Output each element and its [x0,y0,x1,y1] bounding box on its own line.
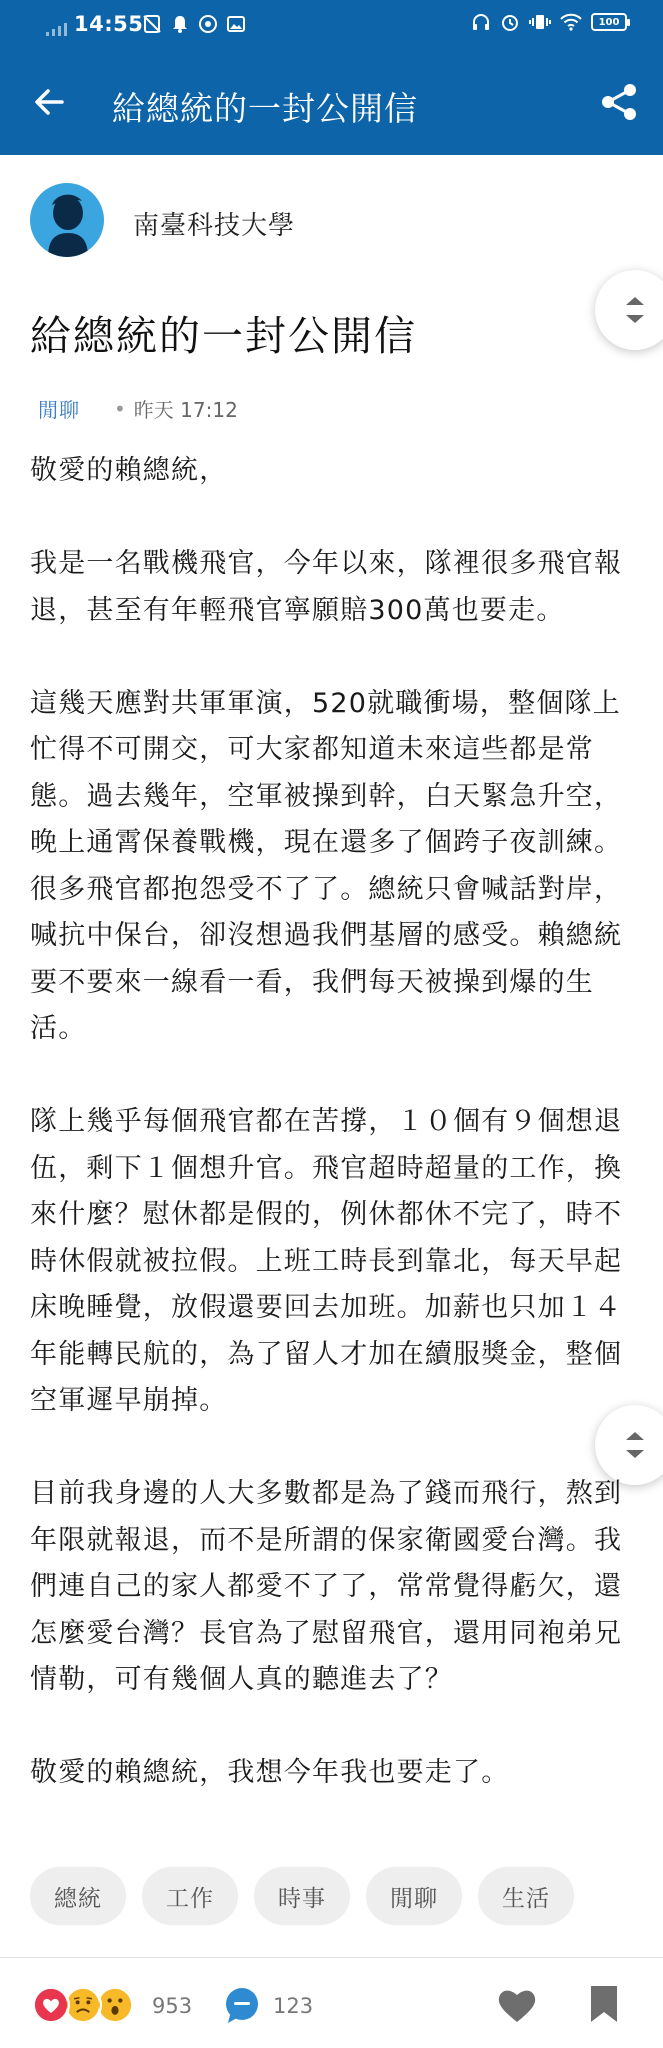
tag-chip[interactable]: 生活 [478,1867,574,1925]
app-bar-title: 給總統的一封公開信 [112,89,418,128]
post-timestamp: 昨天 17:12 [133,398,238,422]
media-icon [198,14,218,34]
wifi-icon [560,13,582,31]
tag-list [30,1867,574,1925]
action-bar [0,1958,663,2048]
author-avatar[interactable] [30,183,104,257]
reaction-summary[interactable] [32,1986,128,2024]
share-icon[interactable] [597,80,641,124]
tag-chip[interactable]: 時事 [254,1867,350,1925]
post-paragraph: 隊上幾乎每個飛官都在苦撐，１０個有９個想退伍，剩下１個想升官。飛官超時超量的工作，換來什麼？慰休都是假的，例休都休不完了，時不時休假就被拉假。上班工時長到靠北，每天早起床晚睡覺，放假還要回去加班。加薪也只加１４年能轉民航的，為了留人才加在續服獎金，整個空軍遲早崩掉。 [30,1106,623,1416]
heart-reaction-icon [32,1986,70,2024]
tag-chip[interactable]: 總統 [30,1867,126,1925]
silent-mode-icon [142,14,162,34]
gallery-icon [226,14,246,34]
like-heart-icon[interactable] [496,1986,538,2024]
signal-icon [46,22,67,36]
tag-chip[interactable]: 閒聊 [366,1867,462,1925]
headphones-icon [471,12,491,32]
status-bar [0,0,663,50]
notification-bell-icon [170,14,190,34]
scroll-control-button[interactable] [595,270,663,350]
board-link[interactable]: 閒聊 [38,398,80,422]
post-title: 給總統的一封公開信 [30,312,417,360]
comment-bubble-icon[interactable] [222,1985,262,2025]
post-paragraph: 我是一名戰機飛官，今年以來，隊裡很多飛官報退，甚至有年輕飛官寧願賠300萬也要走。 [30,548,623,626]
vibrate-icon [529,12,551,32]
post-paragraph: 這幾天應對共軍軍演，520就職衝場，整個隊上忙得不可開交，可大家都知道未來這些都是常態。過去幾年，空軍被操到幹，白天緊急升空，晚上通霄保養戰機，現在還多了個跨子夜訓練。很多飛官都抱怨受不了了。總統只會喊話對岸，喊抗中保台，卻沒想過我們基層的感受。賴總統要不要來一線看一看，我們每天被操到爆的生活。 [30,687,623,1044]
app-bar [0,50,663,155]
author-name[interactable]: 南臺科技大學 [133,211,296,241]
post-paragraph: 敬愛的賴總統，我想今年我也要走了。 [30,1757,510,1788]
avatar-silhouette-icon [30,183,104,257]
comment-count: 123 [273,1994,314,2018]
post-paragraph: 目前我身邊的人大多數都是為了錢而飛行，熬到年限就報退，而不是所謂的保家衛國愛台灣。我們連自己的家人都愛不了了，常常覺得虧欠，還怎麼愛台灣？長官為了慰留飛官，還用同袍弟兄情勒，可有幾個人真的聽進去了？ [30,1478,623,1695]
status-time: 14:55 [74,12,144,36]
post-meta [38,394,238,423]
meta-separator: • [114,396,126,421]
tag-chip[interactable]: 工作 [142,1867,238,1925]
bookmark-icon[interactable] [588,1984,620,2024]
back-arrow-icon[interactable] [28,80,72,124]
post-paragraph: 敬愛的賴總統， [30,455,228,486]
reaction-count: 953 [152,1994,193,2018]
post-body [30,448,640,1797]
scroll-arrows-icon [621,292,649,328]
top-bar [0,0,663,155]
alarm-icon [500,12,520,32]
battery-icon: 100 [591,13,627,31]
